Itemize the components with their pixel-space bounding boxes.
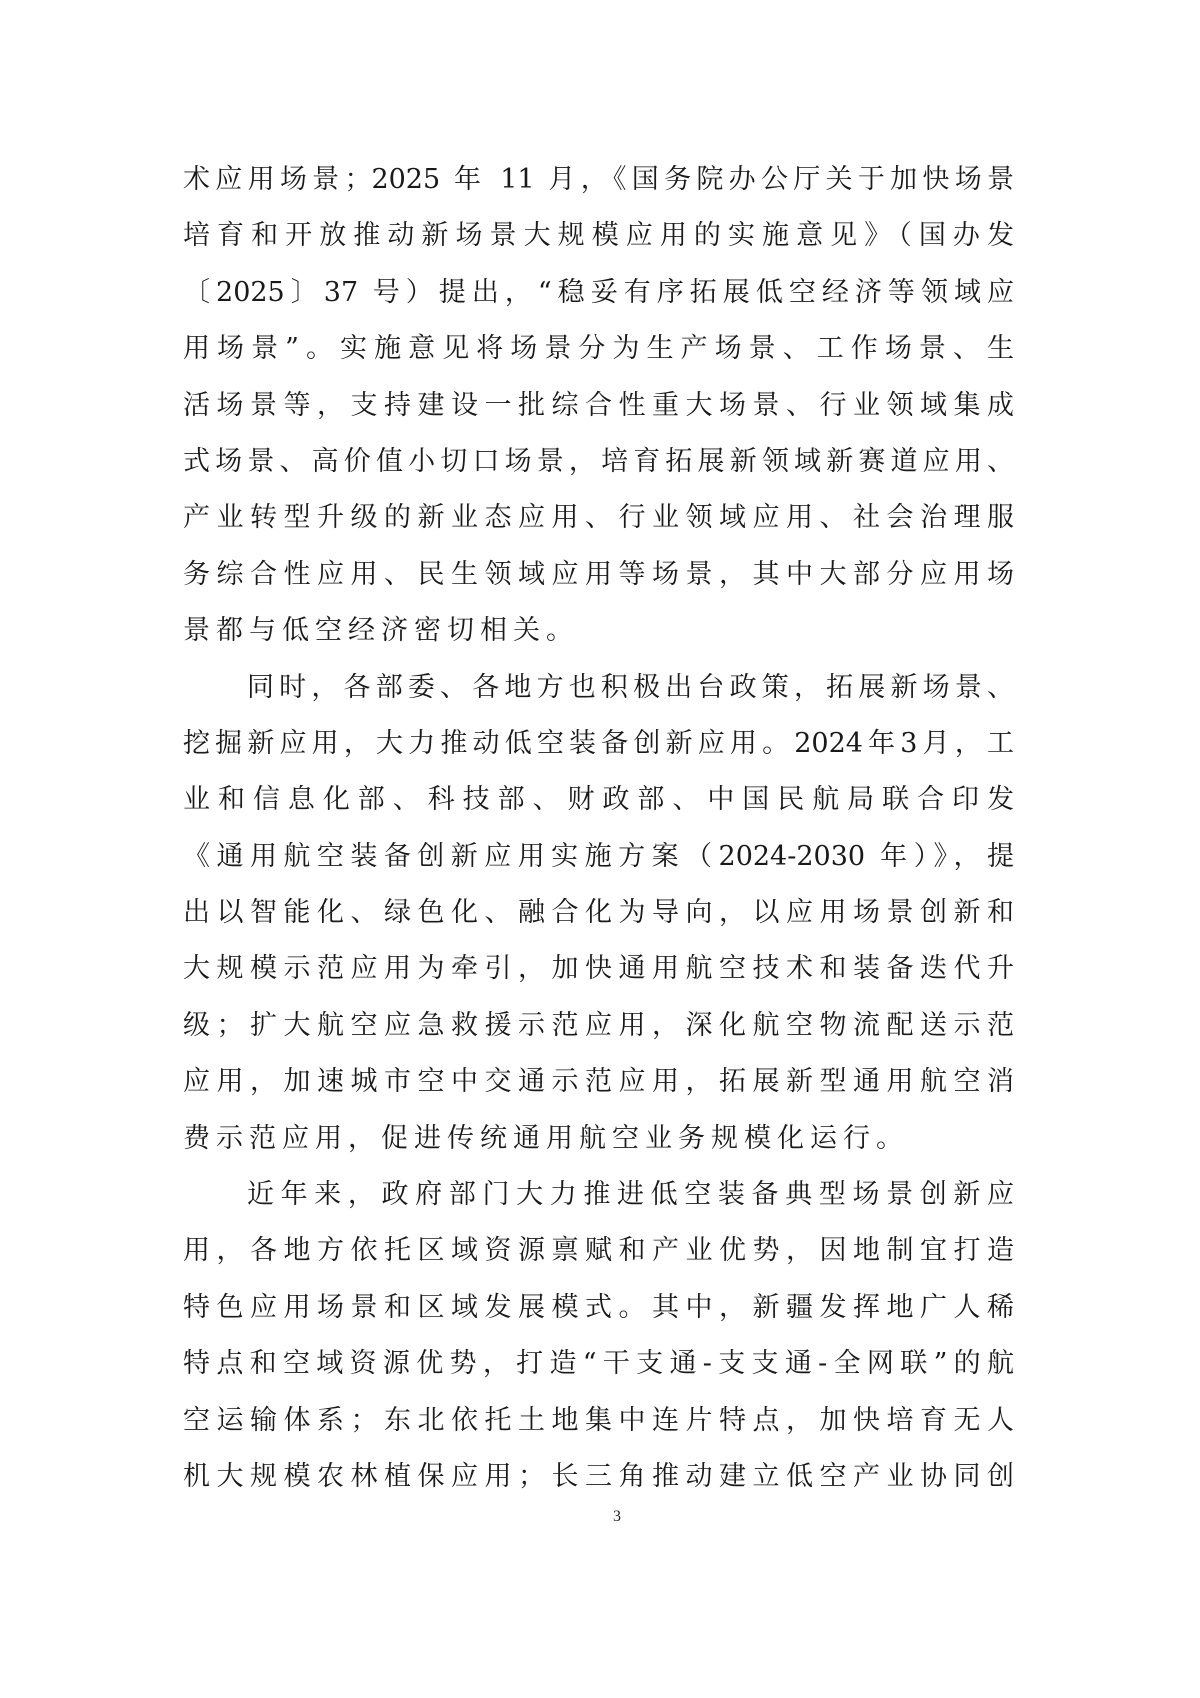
text-line: 用，各地方依托区域资源禀赋和产业优势，因地制宜打造 <box>183 1235 1014 1267</box>
text-line: 大规模示范应用为牵引，加快通用航空技术和装备迭代升 <box>183 953 1014 985</box>
text-line: 务综合性应用、民生领域应用等场景，其中大部分应用场 <box>183 558 1014 590</box>
paragraph-3 <box>183 1167 1014 1505</box>
text-line: 级；扩大航空应急救援示范应用，深化航空物流配送示范 <box>183 1009 1014 1041</box>
paragraph-1 <box>183 152 1014 660</box>
text-line: 产业转型升级的新业态应用、行业领域应用、社会治理服 <box>183 502 1014 534</box>
text-line: 式场景、高价值小切口场景，培育拓展新领域新赛道应用、 <box>183 445 1014 477</box>
text-line: 术应用场景；2025 年 11 月，《国务院办公厅关于加快场景 <box>183 164 1014 195</box>
text-line: 景都与低空经济密切相关。 <box>183 615 579 647</box>
text-line: 业和信息化部、科技部、财政部、中国民航局联合印发 <box>183 784 1014 816</box>
text-line: 用场景”。实施意见将场景分为生产场景、工作场景、生 <box>183 333 1014 365</box>
text-line: 《通用航空装备创新应用实施方案（2024-2030 年）》，提 <box>183 840 1014 872</box>
page-number: 3 <box>613 1508 621 1525</box>
text-line: 费示范应用，促进传统通用航空业务规模化运行。 <box>183 1122 909 1154</box>
text-line: 机大规模农林植保应用；长三角推动建立低空产业协同创 <box>183 1460 1014 1492</box>
text-line: 〔2025〕37 号）提出，“稳妥有序拓展低空经济等领域应 <box>183 276 1014 308</box>
text-line: 培育和开放推动新场景大规模应用的实施意见》（国办发 <box>183 220 1014 252</box>
text-line: 挖掘新应用，大力推动低空装备创新应用。2024年3月，工 <box>183 727 1014 759</box>
text-line: 活场景等，支持建设一批综合性重大场景、行业领域集成 <box>183 389 1014 421</box>
text-line: 近年来，政府部门大力推进低空装备典型场景创新应 <box>247 1179 1014 1211</box>
text-line: 空运输体系；东北依托土地集中连片特点，加快培育无人 <box>183 1404 1014 1436</box>
text-line: 出以智能化、绿色化、融合化为导向，以应用场景创新和 <box>183 897 1014 929</box>
text-line: 应用，加速城市空中交通示范应用，拓展新型通用航空消 <box>183 1066 1014 1098</box>
body-text <box>183 152 1014 1505</box>
text-line: 特点和空域资源优势，打造“干支通-支支通-全网联”的航 <box>183 1348 1014 1380</box>
text-line: 同时，各部委、各地方也积极出台政策，拓展新场景、 <box>247 671 1014 703</box>
text-line: 特色应用场景和区域发展模式。其中，新疆发挥地广人稀 <box>183 1291 1014 1323</box>
paragraph-2 <box>183 660 1014 1168</box>
